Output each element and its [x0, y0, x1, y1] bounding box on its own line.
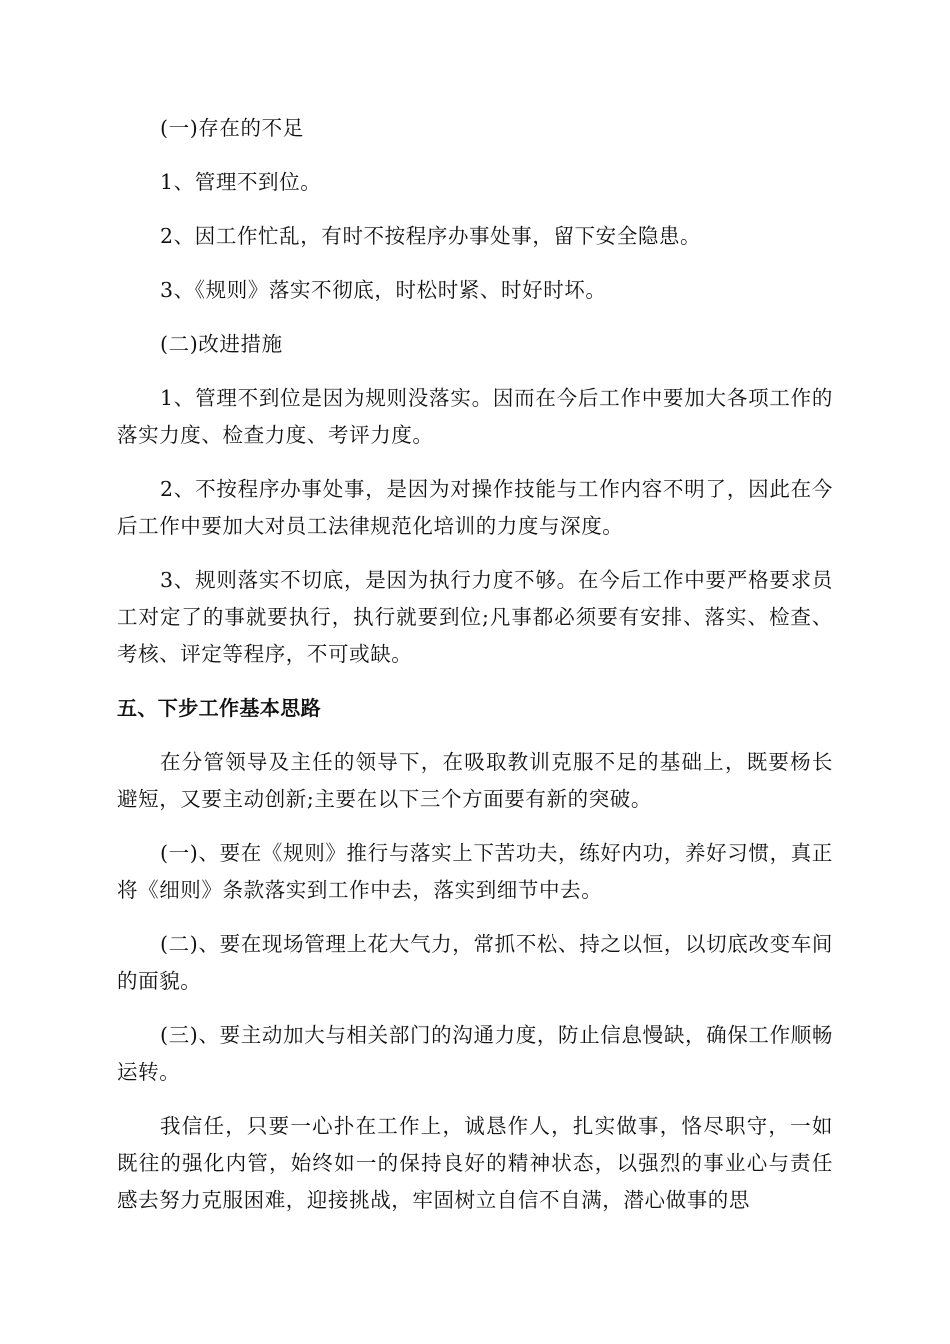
paragraph: 1、管理不到位是因为规则没落实。因而在今后工作中要加大各项工作的落实力度、检查力度、考评力度。 — [117, 386, 833, 447]
subheading-improvements: (二)改进措施 — [160, 332, 283, 356]
paragraph: 3、《规则》落实不彻底，时松时紧、时好时坏。 — [160, 278, 607, 302]
paragraph: 1、管理不到位。 — [160, 170, 322, 194]
section-heading: 五、下步工作基本思路 — [117, 696, 321, 720]
paragraph: (三)、要主动加大与相关部门的沟通力度，防止信息慢缺，确保工作顺畅运转。 — [117, 1023, 833, 1084]
paragraph: 3、规则落实不切底，是因为执行力度不够。在今后工作中要严格要求员工对定了的事就要执行，执行就要到位;凡事都必须要有安排、落实、检查、考核、评定等程序，不可或缺。 — [117, 568, 833, 666]
paragraph: 2、因工作忙乱，有时不按程序办事处事，留下安全隐患。 — [160, 224, 702, 248]
subheading-shortcomings: (一)存在的不足 — [160, 116, 304, 140]
paragraph: 我信任，只要一心扑在工作上，诚恳作人，扎实做事，恪尽职守，一如既往的强化内管，始终如一的保持良好的精神状态，以强烈的事业心与责任感去努力克服困难，迎接挑战，牢固树立自信不自满，潜心做事的思 — [117, 1114, 833, 1212]
paragraph: (一)、要在《规则》推行与落实上下苦功夫，练好内功，养好习惯，真正将《细则》条款落实到工作中去，落实到细节中去。 — [117, 841, 833, 902]
document-body — [117, 110, 833, 1219]
paragraph: (二)、要在现场管理上花大气力，常抓不松、持之以恒，以切底改变车间的面貌。 — [117, 932, 833, 993]
paragraph: 在分管领导及主任的领导下，在吸取教训克服不足的基础上，既要杨长避短，又要主动创新;主要在以下三个方面要有新的突破。 — [117, 750, 833, 811]
paragraph: 2、不按程序办事处事，是因为对操作技能与工作内容不明了，因此在今后工作中要加大对员工法律规范化培训的力度与深度。 — [117, 477, 833, 538]
